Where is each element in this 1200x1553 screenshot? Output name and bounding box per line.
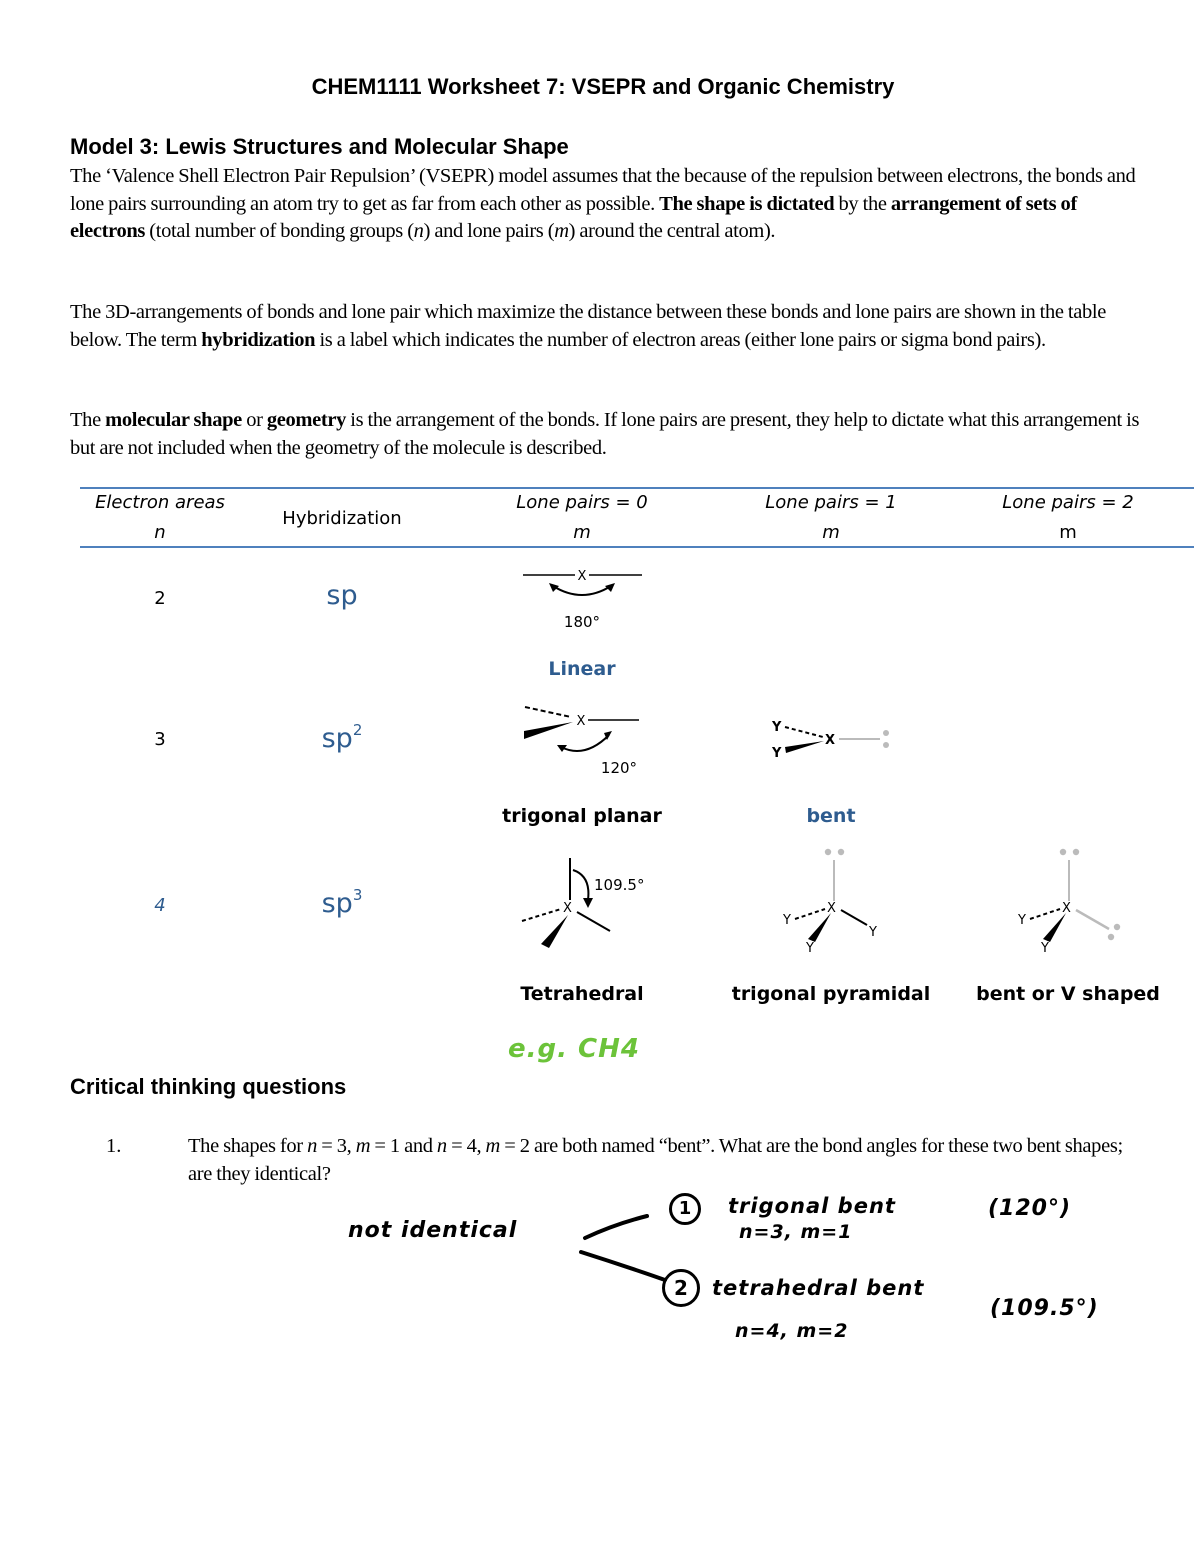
ligand-y: Y	[869, 925, 877, 940]
header-lone-pairs-0: Lone pairs = 0 m	[516, 492, 648, 543]
central-atom-x: X	[1062, 901, 1071, 916]
angle-120-label: 120°	[600, 759, 638, 777]
ligand-y: Y	[1041, 941, 1049, 956]
shape-trigonal-pyramidal-label: trigonal pyramidal	[731, 983, 931, 1005]
row-3-hybridization: $sp^2$	[321, 721, 363, 754]
handwritten-angle-109: (109.5°)	[990, 1296, 1099, 1321]
question-1-text: The shapes for n = 3, m = 1 and n = 4, m = 2 are both named “bent”. What are the bond angles for these two bent shapes; are they identical?	[188, 1135, 1123, 1185]
handwritten-example-ch4: e.g. CH4	[508, 1034, 640, 1064]
shape-bent-label: bent	[806, 805, 856, 827]
handwritten-marker-1: 1	[669, 1193, 701, 1225]
row-3-electron-areas: 3	[154, 729, 166, 750]
central-atom-x: X	[576, 714, 586, 729]
shape-tetrahedral-label: Tetrahedral	[520, 983, 644, 1005]
ligand-y: Y	[772, 720, 782, 735]
central-atom-x: X	[577, 569, 587, 584]
central-atom-x: X	[563, 901, 572, 916]
row-4-hybridization: $sp^3$	[321, 886, 363, 919]
critical-thinking-heading: Critical thinking questions	[70, 1074, 347, 1099]
row-2-electron-areas: 2	[154, 588, 166, 609]
central-atom-x: X	[827, 901, 836, 916]
header-hybridization: Hybridization	[282, 508, 402, 529]
handwritten-params-2: n=4, m=2	[735, 1320, 849, 1342]
shape-linear-label: Linear	[548, 658, 616, 680]
handwritten-trigonal-bent: trigonal bent	[728, 1194, 896, 1218]
handwritten-angle-120: (120°)	[988, 1196, 1072, 1221]
ligand-y: Y	[772, 746, 782, 761]
bent-tetrahedral-diagram	[1010, 843, 1130, 958]
row-4-electron-areas: 4	[154, 895, 166, 916]
ligand-y: Y	[1018, 913, 1026, 928]
central-atom-x: X	[825, 733, 836, 748]
linear-geometry-diagram	[515, 560, 655, 635]
trigonal-planar-diagram	[515, 695, 655, 785]
angle-109-label: 109.5°	[594, 876, 645, 894]
header-lone-pairs-1: Lone pairs = 1 m	[765, 492, 897, 543]
intro-paragraph-geometry: The molecular shape or geometry is the arrangement of the bonds. If lone pairs are present, they help to dictate what this arrangement is but are not included when the geometry of the molecule is described.	[70, 409, 1140, 459]
angle-180-label: 180°	[563, 613, 601, 631]
handwritten-params-1: n=3, m=1	[739, 1221, 853, 1243]
tetrahedral-diagram	[515, 852, 655, 957]
intro-paragraph-hybridization: The 3D-arrangements of bonds and lone pair which maximize the distance between these bonds and lone pairs are shown in the table below. The term hybridization is a label which indicates the number of electron areas (either lone pairs or sigma bond pairs).	[70, 301, 1106, 351]
model-heading: Model 3: Lewis Structures and Molecular Shape	[70, 134, 569, 159]
worksheet-title: CHEM1111 Worksheet 7: VSEPR and Organic Chemistry	[311, 74, 895, 99]
handwritten-tetrahedral-bent: tetrahedral bent	[712, 1276, 925, 1300]
shape-trigonal-planar-label: trigonal planar	[502, 805, 662, 827]
ligand-y: Y	[806, 941, 814, 956]
shape-bent-v-label: bent or V shaped	[976, 983, 1160, 1005]
header-electron-areas: Electron areas n	[95, 492, 225, 543]
bent-trigonal-diagram	[765, 712, 900, 767]
question-1-number: 1.	[106, 1135, 122, 1157]
intro-paragraph-vsepr: The ‘Valence Shell Electron Pair Repulsion’ (VSEPR) model assumes that the because of the repulsion between electrons, the bonds and lone pairs surrounding an atom try to get as far from each other as possible. The shape is dictated by the arrangement of sets of electrons (total number of bonding groups (n) and lone pairs (m) around the central atom).	[70, 165, 1136, 242]
handwritten-not-identical: not identical	[348, 1218, 518, 1243]
handwritten-marker-2: 2	[662, 1269, 700, 1307]
trigonal-pyramidal-diagram	[775, 843, 895, 958]
header-lone-pairs-2: Lone pairs = 2 m	[1002, 492, 1134, 543]
row-2-hybridization: sp	[326, 580, 358, 611]
ligand-y: Y	[783, 913, 791, 928]
